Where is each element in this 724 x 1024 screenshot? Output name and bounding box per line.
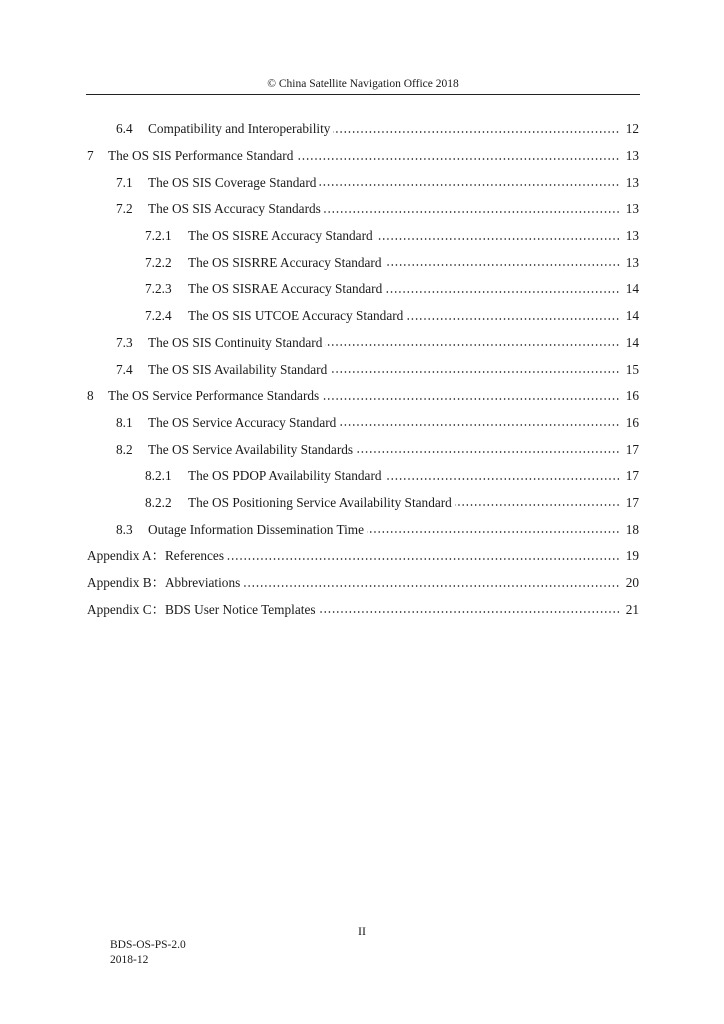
toc-entry-number: 7: [87, 148, 94, 164]
toc-entry[interactable]: [0, 543, 639, 570]
toc-entry-title: BDS User Notice Templates: [164, 601, 316, 617]
toc-entry-title: Compatibility and Interoperability: [148, 121, 331, 137]
dot-leader: [385, 291, 620, 293]
toc-entry[interactable]: [0, 276, 639, 303]
toc-entry-title: The OS Positioning Service Availability Standard: [188, 494, 452, 510]
toc-entry-number: 7.3: [116, 334, 133, 350]
toc-entry[interactable]: [0, 249, 639, 276]
toc-entry-title: The OS SIS Continuity Standard: [148, 334, 323, 350]
toc-entry-title: References: [164, 548, 224, 564]
toc-entry[interactable]: [0, 383, 639, 410]
toc-entry-number: 8: [87, 388, 94, 404]
dot-leader: [385, 478, 620, 480]
dot-leader: [325, 344, 620, 346]
toc-entry-title: The OS SIS Performance Standard: [108, 148, 294, 164]
dot-leader: [367, 531, 620, 533]
dot-leader: [406, 318, 620, 320]
toc-entry-title: The OS SIS Coverage Standard: [148, 174, 317, 190]
toc-entry-number: 7.4: [116, 361, 133, 377]
toc-entry-page: 20: [625, 575, 639, 591]
document-date: 2018-12: [110, 954, 149, 966]
toc-entry-title: The OS SISRE Accuracy Standard: [188, 228, 373, 244]
toc-entry[interactable]: [0, 196, 639, 223]
toc-entry-number: 7.2: [116, 201, 133, 217]
toc-entry[interactable]: [0, 570, 639, 597]
toc-entry-number: 7.2.2: [145, 254, 172, 270]
dot-leader: [330, 371, 620, 373]
dot-leader: [333, 131, 620, 133]
toc-entry-number: 8.3: [116, 521, 133, 537]
toc-entry-number: 7.1: [116, 174, 133, 190]
toc-entry-number: 6.4: [116, 121, 133, 137]
toc-entry-page: 16: [625, 414, 639, 430]
toc-entry-title: The OS Service Accuracy Standard: [148, 414, 337, 430]
toc-entry[interactable]: [0, 116, 639, 143]
dot-leader: [455, 504, 620, 506]
toc-entry-page: 13: [625, 174, 639, 190]
toc-entry-page: 13: [625, 201, 639, 217]
header-divider: [86, 94, 640, 95]
toc-entry-title: The OS Service Performance Standards: [108, 388, 320, 404]
toc-entry-title: Outage Information Dissemination Time: [148, 521, 365, 537]
page-header: [86, 78, 640, 90]
dot-leader: [324, 211, 620, 213]
toc-entry-number: 7.2.3: [145, 281, 172, 297]
page-number: [0, 924, 724, 939]
dot-leader: [339, 424, 620, 426]
toc-entry[interactable]: [0, 436, 639, 463]
toc-entry-title: The OS PDOP Availability Standard: [188, 468, 382, 484]
toc-entry[interactable]: [0, 516, 639, 543]
toc-entry-title: Abbreviations: [164, 575, 241, 591]
toc-entry-number: 8.2.1: [145, 468, 172, 484]
toc-entry-number: Appendix B：: [87, 575, 165, 591]
toc-entry[interactable]: [0, 356, 639, 383]
toc-entry-page: 17: [625, 468, 639, 484]
toc-entry-page: 16: [625, 388, 639, 404]
toc-entry-page: 14: [625, 334, 639, 350]
toc-entry-page: 13: [625, 228, 639, 244]
dot-leader: [319, 611, 620, 613]
dot-leader: [319, 184, 620, 186]
toc-entry-title: The OS SIS UTCOE Accuracy Standard: [188, 308, 404, 324]
toc-entry-number: 7.2.1: [145, 228, 172, 244]
toc-entry-number: 8.1: [116, 414, 133, 430]
dot-leader: [322, 398, 620, 400]
toc-entry-title: The OS Service Availability Standards: [148, 441, 354, 457]
toc-entry-page: 17: [625, 441, 639, 457]
toc-entry-number: 7.2.4: [145, 308, 172, 324]
toc-entry[interactable]: [0, 490, 639, 517]
toc-entry[interactable]: [0, 410, 639, 437]
dot-leader: [356, 451, 620, 453]
table-of-contents: [0, 116, 724, 623]
copyright-text: © China Satellite Navigation Office 2018: [267, 78, 459, 90]
toc-entry-page: 21: [625, 601, 639, 617]
toc-entry-page: 15: [625, 361, 639, 377]
toc-entry-number: Appendix C：: [87, 601, 165, 617]
toc-entry[interactable]: [0, 303, 639, 330]
toc-entry-page: 14: [625, 308, 639, 324]
dot-leader: [227, 558, 620, 560]
toc-entry[interactable]: [0, 223, 639, 250]
toc-entry-page: 17: [625, 494, 639, 510]
toc-entry[interactable]: [0, 596, 639, 623]
toc-entry-title: The OS SIS Availability Standard: [148, 361, 328, 377]
toc-entry-number: 8.2: [116, 441, 133, 457]
dot-leader: [376, 238, 620, 240]
toc-entry-page: 13: [625, 254, 639, 270]
dot-leader: [385, 264, 620, 266]
dot-leader: [296, 158, 620, 160]
toc-entry[interactable]: [0, 330, 639, 357]
toc-entry-page: 13: [625, 148, 639, 164]
dot-leader: [243, 585, 620, 587]
document-id: BDS-OS-PS-2.0: [110, 939, 186, 951]
toc-entry[interactable]: [0, 143, 639, 170]
toc-entry[interactable]: [0, 169, 639, 196]
toc-entry[interactable]: [0, 463, 639, 490]
toc-entry-title: The OS SISRAE Accuracy Standard: [188, 281, 383, 297]
toc-entry-number: Appendix A：: [87, 548, 165, 564]
toc-entry-title: The OS SISRRE Accuracy Standard: [188, 254, 382, 270]
toc-entry-page: 18: [625, 521, 639, 537]
toc-entry-page: 12: [625, 121, 639, 137]
page-footer: [110, 938, 186, 968]
toc-entry-title: The OS SIS Accuracy Standards: [148, 201, 321, 217]
toc-entry-number: 8.2.2: [145, 494, 172, 510]
toc-entry-page: 19: [625, 548, 639, 564]
toc-entry-page: 14: [625, 281, 639, 297]
page-number-text: II: [358, 924, 366, 938]
